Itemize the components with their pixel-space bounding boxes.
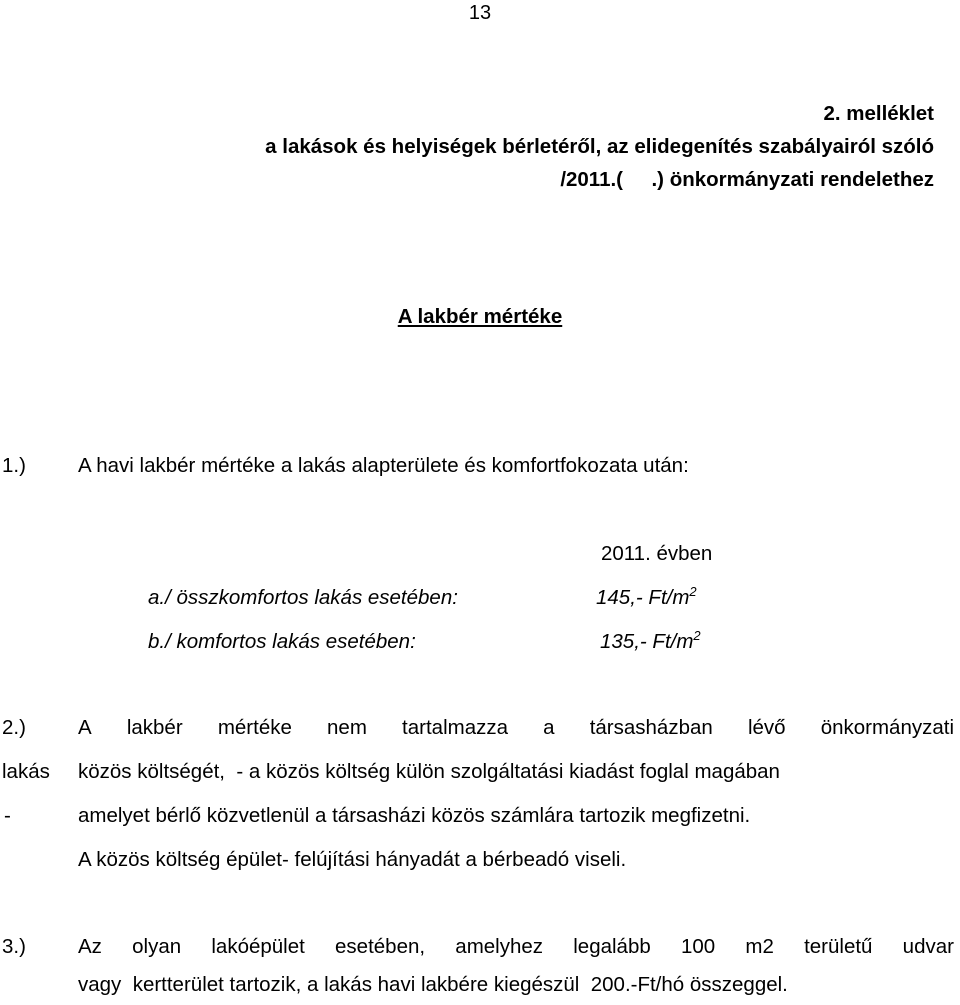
- point1-text: A havi lakbér mértéke a lakás alapterülete és komfortfokozata után:: [78, 454, 689, 477]
- point3-number: 3.): [2, 935, 26, 958]
- regulation-subtitle: a lakások és helyiségek bérletéről, az elidegenítés szabályairól szóló: [265, 135, 934, 158]
- point2-line2-lead: lakás: [2, 760, 50, 783]
- point1-number: 1.): [2, 454, 26, 477]
- point2-number: 2.): [2, 716, 26, 739]
- point2-line2: közös költségét, - a közös költség külön szolgáltatási kiadást foglal magában: [78, 760, 780, 783]
- point2-line3: amelyet bérlő közvetlenül a társasházi közös számlára tartozik megfizetni.: [78, 804, 751, 827]
- rate-value-b: 135,- $Ft/m^2$: [600, 628, 701, 653]
- point2-line4: A közös költség épület- felújítási hányadát a bérbeadó viseli.: [78, 848, 627, 871]
- page-number: 13: [468, 2, 492, 24]
- point2-line3-lead: -: [4, 804, 11, 827]
- rate-column-header: 2011. évben: [601, 542, 713, 565]
- regulation-reference: /2011.( .) önkormányzati rendelethez: [560, 168, 934, 191]
- point2-line1: A lakbér mértéke nem tartalmazza a társasházban lévő önkormányzati: [78, 716, 954, 739]
- rate-value-a: 145,- $Ft/m^2$: [596, 584, 697, 609]
- point3-line1: Az olyan lakóépület esetében, amelyhez legalább 100 m2 területű udvar: [78, 935, 954, 958]
- point3-line2: vagy kertterület tartozik, a lakás havi lakbére kiegészül 200.-Ft/hó összeggel.: [78, 973, 788, 996]
- section-title: A lakbér mértéke: [397, 305, 563, 328]
- rate-label-b: b./ komfortos lakás esetében:: [148, 630, 416, 653]
- annex-title: 2. melléklet: [823, 102, 934, 125]
- rate-label-a: a./ összkomfortos lakás esetében:: [148, 586, 458, 609]
